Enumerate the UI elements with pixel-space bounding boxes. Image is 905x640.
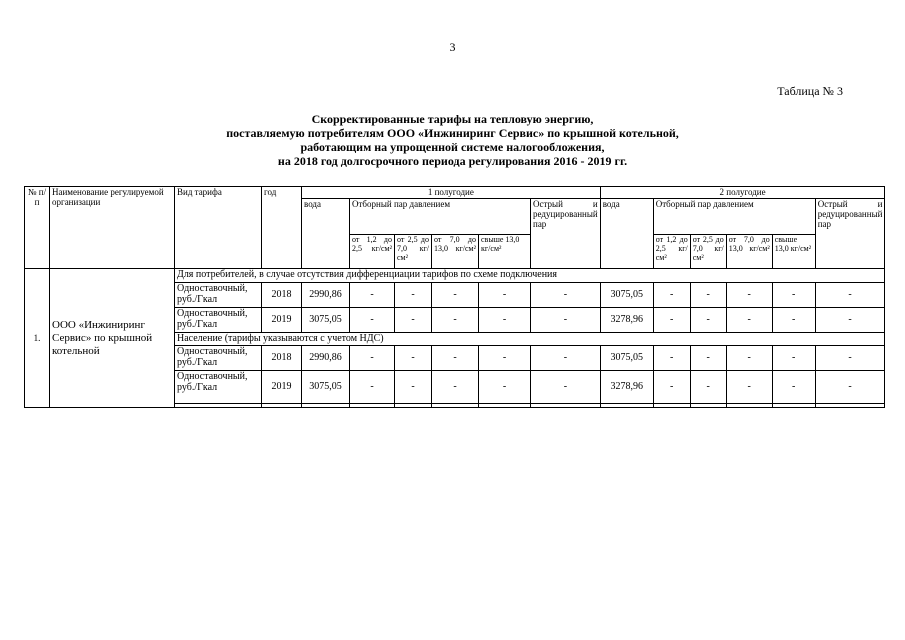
header-num: № п/п xyxy=(25,187,50,269)
header-half-2: 2 полугодие xyxy=(600,187,885,199)
dash-cell: - xyxy=(690,308,726,333)
org-number: 1. xyxy=(25,269,50,408)
dash-cell: - xyxy=(479,371,531,404)
tariff-type-cell: Одноставочный, руб./Гкал xyxy=(175,308,262,333)
empty-cell xyxy=(772,404,815,408)
empty-cell xyxy=(653,404,690,408)
header-pressure-3-h2: от 7,0 до 13,0 кг/см² xyxy=(726,235,772,269)
dash-cell: - xyxy=(395,371,432,404)
year-cell: 2019 xyxy=(262,308,302,333)
dash-cell: - xyxy=(479,346,531,371)
section-label: Для потребителей, в случае отсутствия дифференциации тарифов по схеме подключения xyxy=(175,269,885,283)
header-pressure-4-h1: свыше 13,0 кг/см² xyxy=(479,235,531,269)
header-water-h1: вода xyxy=(302,199,350,269)
dash-cell: - xyxy=(772,346,815,371)
dash-cell: - xyxy=(726,283,772,308)
dash-cell: - xyxy=(726,308,772,333)
dash-cell: - xyxy=(531,346,601,371)
water-value-h2: 3278,96 xyxy=(600,371,653,404)
header-tariff-type: Вид тарифа xyxy=(175,187,262,269)
document-title xyxy=(0,112,905,168)
empty-cell xyxy=(432,404,479,408)
header-water-h2: вода xyxy=(600,199,653,269)
dash-cell: - xyxy=(690,371,726,404)
dash-cell: - xyxy=(395,283,432,308)
water-value-h2: 3075,05 xyxy=(600,283,653,308)
dash-cell: - xyxy=(350,346,395,371)
title-line-2: поставляемую потребителям ООО «Инжиниринг Сервис» по крышной котельной, xyxy=(226,126,679,140)
dash-cell: - xyxy=(653,371,690,404)
header-year: год xyxy=(262,187,302,269)
tariff-type-cell: Одноставочный, руб./Гкал xyxy=(175,283,262,308)
dash-cell: - xyxy=(395,308,432,333)
water-value-h1: 3075,05 xyxy=(302,308,350,333)
page-number: 3 xyxy=(449,40,456,54)
header-sharp-h1: Острый и редуцированный пар xyxy=(531,199,601,269)
tariff-type-cell: Одноставочный, руб./Гкал xyxy=(175,346,262,371)
header-pressure-2-h2: от 2,5 до 7,0 кг/см² xyxy=(690,235,726,269)
header-row-1 xyxy=(25,187,885,199)
title-line-1: Скорректированные тарифы на тепловую энергию, xyxy=(311,112,594,126)
empty-cell xyxy=(815,404,885,408)
dash-cell: - xyxy=(432,308,479,333)
dash-cell: - xyxy=(815,346,885,371)
empty-cell xyxy=(395,404,432,408)
water-value-h1: 2990,86 xyxy=(302,283,350,308)
year-cell: 2018 xyxy=(262,346,302,371)
org-name: ООО «Инжиниринг Сервис» по крышной котельной xyxy=(50,269,175,408)
dash-cell: - xyxy=(432,371,479,404)
dash-cell: - xyxy=(815,283,885,308)
empty-cell xyxy=(726,404,772,408)
tariff-type-cell: Одноставочный, руб./Гкал xyxy=(175,371,262,404)
empty-cell xyxy=(350,404,395,408)
empty-cell xyxy=(175,404,262,408)
header-steam-h1: Отборный пар давлением xyxy=(350,199,531,235)
header-pressure-1-h1: от 1,2 до 2,5 кг/см² xyxy=(350,235,395,269)
dash-cell: - xyxy=(772,283,815,308)
empty-cell xyxy=(479,404,531,408)
header-pressure-1-h2: от 1,2 до 2,5 кг/см² xyxy=(653,235,690,269)
dash-cell: - xyxy=(432,283,479,308)
water-value-h1: 3075,05 xyxy=(302,371,350,404)
year-cell: 2019 xyxy=(262,371,302,404)
dash-cell: - xyxy=(690,283,726,308)
empty-cell xyxy=(302,404,350,408)
empty-cell xyxy=(690,404,726,408)
dash-cell: - xyxy=(479,283,531,308)
dash-cell: - xyxy=(653,283,690,308)
empty-cell xyxy=(531,404,601,408)
header-org: Наименование регулируемой организации xyxy=(50,187,175,269)
dash-cell: - xyxy=(479,308,531,333)
dash-cell: - xyxy=(350,371,395,404)
dash-cell: - xyxy=(772,371,815,404)
header-pressure-3-h1: от 7,0 до 13,0 кг/см² xyxy=(432,235,479,269)
section-label: Население (тарифы указываются с учетом НДС) xyxy=(175,333,885,346)
tariff-table xyxy=(24,186,885,408)
empty-cell xyxy=(600,404,653,408)
dash-cell: - xyxy=(653,346,690,371)
section-row xyxy=(25,269,885,283)
table-label: Таблица № 3 xyxy=(777,84,843,98)
water-value-h2: 3075,05 xyxy=(600,346,653,371)
header-sharp-h2: Острый и редуцированный пар xyxy=(815,199,885,269)
dash-cell: - xyxy=(815,308,885,333)
dash-cell: - xyxy=(531,283,601,308)
water-value-h1: 2990,86 xyxy=(302,346,350,371)
dash-cell: - xyxy=(350,283,395,308)
dash-cell: - xyxy=(432,346,479,371)
dash-cell: - xyxy=(772,308,815,333)
dash-cell: - xyxy=(690,346,726,371)
header-pressure-4-h2: свыше 13,0 кг/см² xyxy=(772,235,815,269)
dash-cell: - xyxy=(395,346,432,371)
dash-cell: - xyxy=(653,308,690,333)
title-line-4: на 2018 год долгосрочного периода регулирования 2016 - 2019 гг. xyxy=(277,154,628,168)
dash-cell: - xyxy=(350,308,395,333)
water-value-h2: 3278,96 xyxy=(600,308,653,333)
header-pressure-2-h1: от 2,5 до 7,0 кг/см² xyxy=(395,235,432,269)
dash-cell: - xyxy=(815,371,885,404)
dash-cell: - xyxy=(531,371,601,404)
dash-cell: - xyxy=(726,371,772,404)
title-line-3: работающим на упрощенной системе налогообложения, xyxy=(300,140,605,154)
header-half-1: 1 полугодие xyxy=(302,187,601,199)
header-steam-h2: Отборный пар давлением xyxy=(653,199,815,235)
dash-cell: - xyxy=(726,346,772,371)
year-cell: 2018 xyxy=(262,283,302,308)
empty-cell xyxy=(262,404,302,408)
dash-cell: - xyxy=(531,308,601,333)
